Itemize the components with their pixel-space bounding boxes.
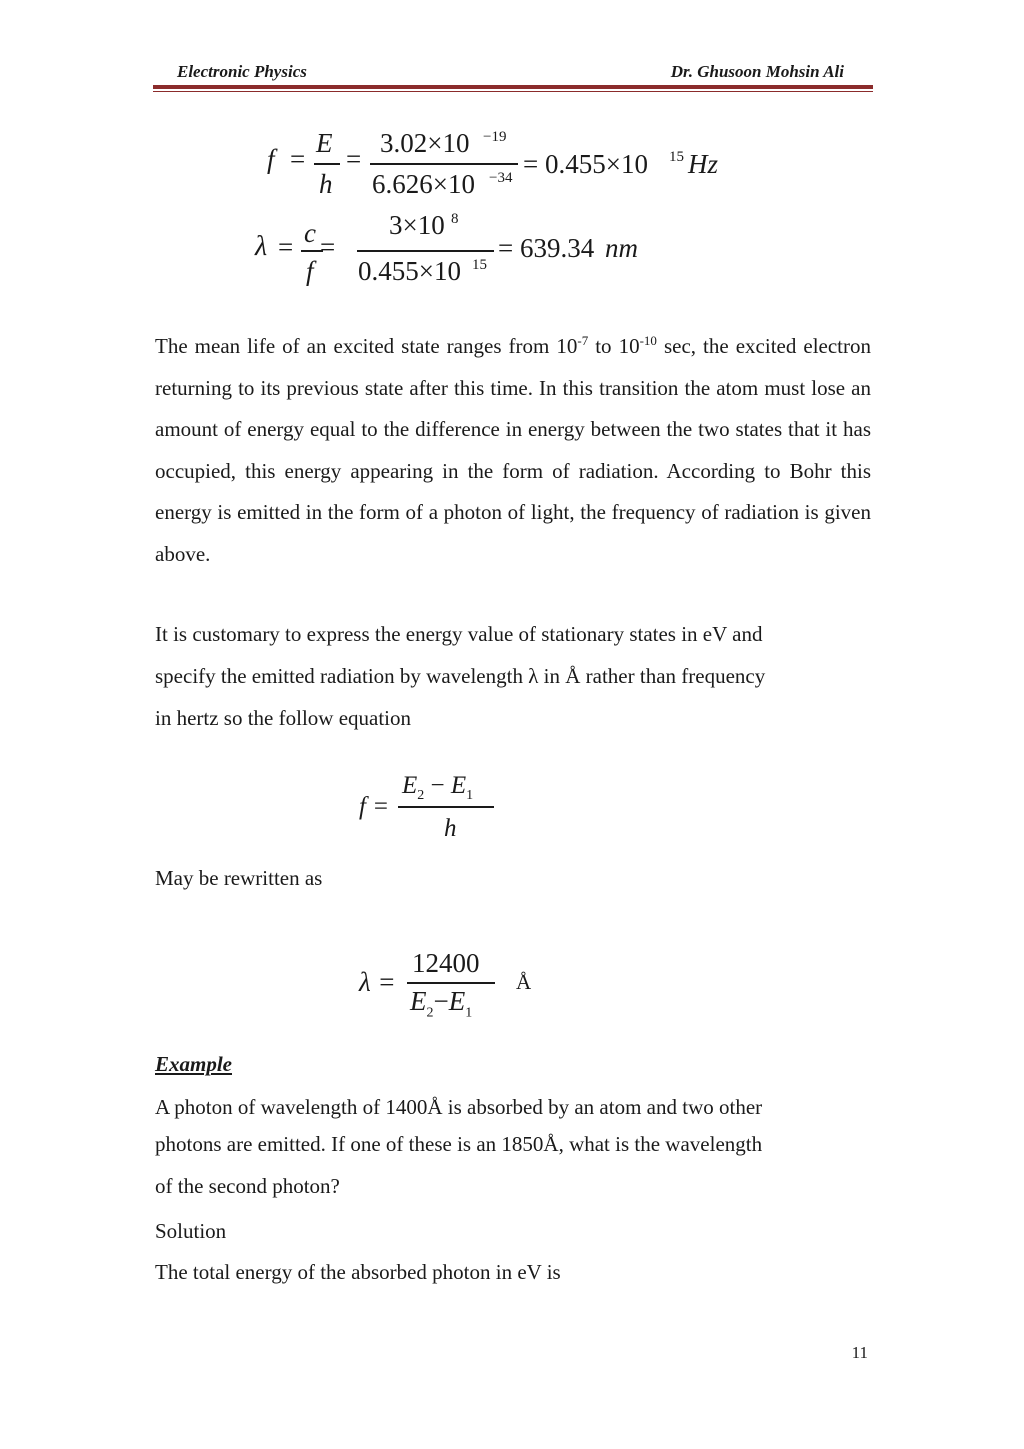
paragraph-customary-line1: It is customary to express the energy value of stationary states in eV and bbox=[155, 622, 763, 646]
eq3-numerator bbox=[402, 772, 473, 804]
eq2-fraction-bar-2 bbox=[357, 250, 494, 252]
solution-line1: The total energy of the absorbed photon in eV is bbox=[155, 1260, 561, 1284]
eq1-fraction-bar-2 bbox=[370, 163, 518, 165]
eq1-equals-b: = bbox=[346, 144, 362, 174]
eq1-fraction-bar-1 bbox=[314, 163, 340, 165]
eq2-numerator-c: c bbox=[304, 218, 316, 248]
paragraph-customary-line2: specify the emitted radiation by wavelength λ in Å rather than frequency bbox=[155, 664, 766, 688]
eq4-fraction-bar bbox=[407, 982, 495, 984]
eq2-equals-b: = bbox=[320, 232, 336, 262]
eq2-unit: nm bbox=[605, 233, 638, 263]
eq1-numerator-exponent: −19 bbox=[483, 129, 507, 145]
example-line1: A photon of wavelength of 1400Å is absorbed by an atom and two other bbox=[155, 1095, 763, 1119]
eq2-denominator-value: 0.455×10 bbox=[358, 256, 461, 286]
eq3-sub2: 2 bbox=[417, 788, 425, 803]
eq4-numerator: 12400 bbox=[412, 948, 480, 978]
eq4-lhs-text: λ = bbox=[359, 967, 396, 997]
eq1-denominator-h: h bbox=[319, 169, 333, 199]
example-line3: of the second photon? bbox=[155, 1174, 340, 1198]
eq3-e2: E bbox=[402, 772, 418, 799]
eq3-sub1: 1 bbox=[466, 788, 474, 803]
eq3-lhs: f = bbox=[359, 793, 390, 820]
paragraph-mean-life-exp2: -10 bbox=[639, 333, 657, 348]
eq1-numerator-value: 3.02×10 bbox=[380, 128, 470, 158]
paragraph-customary-line3: in hertz so the follow equation bbox=[155, 706, 412, 730]
eq2-denominator-exponent: 15 bbox=[472, 257, 487, 273]
eq1-denominator-exponent: −34 bbox=[489, 170, 513, 186]
eq2-result-value: = 639.34 bbox=[498, 233, 595, 263]
eq4-unit: Å bbox=[516, 970, 532, 994]
paragraph-mean-life bbox=[155, 320, 871, 576]
eq1-equals-a: = bbox=[290, 144, 306, 174]
paragraph-mean-life-part3: sec, the excited electron returning to its previous state after this time. In this transition the atom must lose an amount of energy equal to the difference in energy between the two states that it has occupied, this energy appearing in the form of radiation. According to Bohr this energy is emitted in the form of a photon of light, the frequency of radiation is given above. bbox=[155, 334, 871, 566]
eq2-lhs: λ bbox=[255, 231, 268, 262]
eq4-minus: − bbox=[433, 986, 449, 1016]
eq3-denominator: h bbox=[444, 815, 457, 842]
eq2-numerator-exponent: 8 bbox=[451, 211, 459, 227]
eq1-result-value: = 0.455×10 bbox=[523, 149, 648, 179]
eq3-fraction-bar bbox=[398, 806, 494, 808]
example-line2: photons are emitted. If one of these is an 1850Å, what is the wavelength bbox=[155, 1132, 763, 1156]
header-author: Dr. Ghusoon Mohsin Ali bbox=[670, 62, 844, 81]
eq1-result-exponent: 15 bbox=[669, 149, 684, 165]
eq2-denominator-f: f bbox=[306, 256, 314, 286]
eq4-e1: E bbox=[448, 986, 466, 1016]
text-rewritten: May be rewritten as bbox=[155, 866, 323, 890]
eq4-sub1: 1 bbox=[465, 1005, 473, 1021]
page-number: 11 bbox=[851, 1343, 868, 1362]
eq3-minus: − bbox=[424, 772, 451, 799]
paragraph-mean-life-exp1: -7 bbox=[577, 333, 589, 348]
eq4-lhs bbox=[359, 967, 396, 998]
header-course-title: Electronic Physics bbox=[177, 62, 307, 81]
paragraph-mean-life-part2: to 10 bbox=[588, 334, 640, 358]
eq4-denominator bbox=[410, 986, 472, 1021]
header-rule-thin bbox=[153, 91, 873, 92]
eq1-unit: Hz bbox=[688, 149, 719, 179]
header-rule-thick bbox=[153, 85, 873, 89]
solution-label: Solution bbox=[155, 1219, 227, 1243]
eq4-sub2: 2 bbox=[426, 1005, 434, 1021]
paragraph-mean-life-part1: The mean life of an excited state ranges from 10 bbox=[155, 334, 578, 358]
eq2-numerator-value: 3×10 bbox=[389, 210, 445, 240]
eq1-denominator-value: 6.626×10 bbox=[372, 169, 475, 199]
eq2-equals-a: = bbox=[278, 232, 294, 262]
eq3-e1: E bbox=[450, 772, 467, 799]
example-heading: Example bbox=[155, 1052, 232, 1076]
eq4-e2: E bbox=[410, 986, 427, 1016]
eq1-numerator-e: E bbox=[316, 128, 333, 158]
eq1-lhs: f bbox=[267, 144, 275, 174]
